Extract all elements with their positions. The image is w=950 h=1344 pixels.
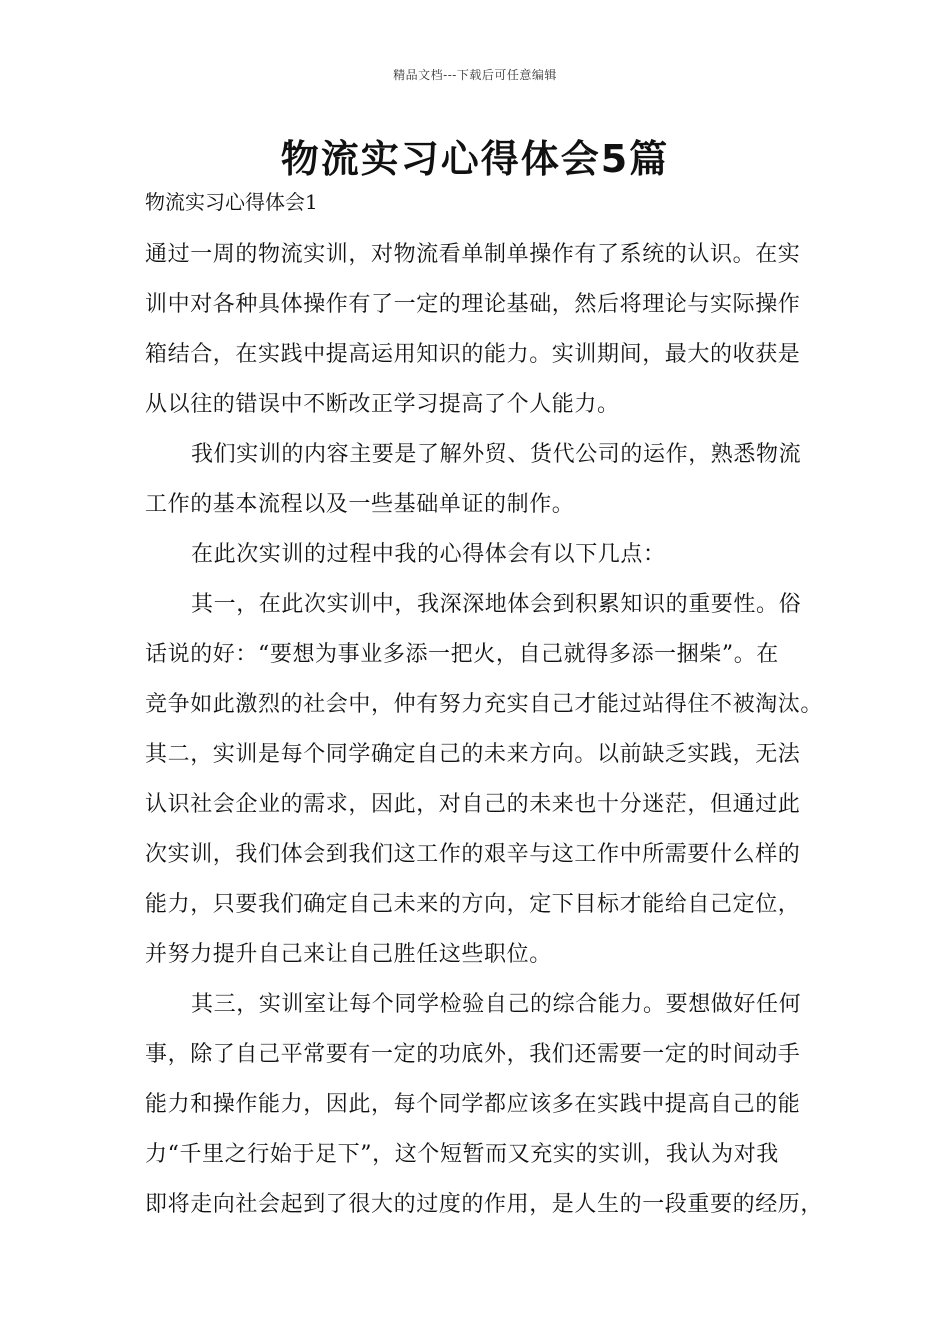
text-line: 认识社会企业的需求，因此，对自己的未来也十分迷茫，但通过此 xyxy=(145,792,801,817)
body-text xyxy=(145,230,825,1230)
document-title: 物流实习心得体会5篇 xyxy=(280,137,670,181)
text-line: 其一，在此次实训中，我深深地体会到积累知识的重要性。俗 xyxy=(191,592,802,617)
text-line: 次实训，我们体会到我们这工作的艰辛与这工作中所需要什么样的 xyxy=(145,842,801,867)
text-line: 工作的基本流程以及一些基础单证的制作。 xyxy=(145,492,575,517)
text-line: 能力，只要我们确定自己未来的方向，定下目标才能给自己定位， xyxy=(145,892,801,917)
text-line: 事，除了自己平常要有一定的功底外，我们还需要一定的时间动手 xyxy=(145,1042,801,1067)
text-line: 其二，实训是每个同学确定自己的未来方向。以前缺乏实践，无法 xyxy=(145,742,801,767)
text-line: 在此次实训的过程中我的心得体会有以下几点： xyxy=(191,542,666,567)
text-line: 通过一周的物流实训，对物流看单制单操作有了系统的认识。在实 xyxy=(145,242,801,267)
text-line: 力“千里之行始于足下”，这个短暂而又充实的实训，我认为对我 xyxy=(145,1142,779,1167)
text-line: 训中对各种具体操作有了一定的理论基础，然后将理论与实际操作 xyxy=(145,292,801,317)
text-line: 其三，实训室让每个同学检验自己的综合能力。要想做好任何 xyxy=(191,992,802,1017)
text-line: 从以往的错误中不断改正学习提高了个人能力。 xyxy=(145,392,620,417)
text-line: 即将走向社会起到了很大的过度的作用，是人生的一段重要的经历， xyxy=(145,1192,824,1217)
text-line: 能力和操作能力，因此，每个同学都应该多在实践中提高自己的能 xyxy=(145,1092,801,1117)
text-line: 并努力提升自己来让自己胜任这些职位。 xyxy=(145,942,552,967)
text-line: 话说的好：“要想为事业多添一把火，自己就得多添一捆柴”。在 xyxy=(145,642,779,667)
section-title: 物流实习心得体会1 xyxy=(145,190,318,214)
text-line: 箱结合，在实践中提高运用知识的能力。实训期间，最大的收获是 xyxy=(145,342,801,367)
text-line: 我们实训的内容主要是了解外贸、货代公司的运作，熟悉物流 xyxy=(191,442,802,467)
text-line: 竞争如此激烈的社会中，仲有努力充实自己才能过站得住不被淘汰。 xyxy=(145,692,824,717)
header-note: 精品文档---下载后可任意编辑 xyxy=(393,68,557,82)
